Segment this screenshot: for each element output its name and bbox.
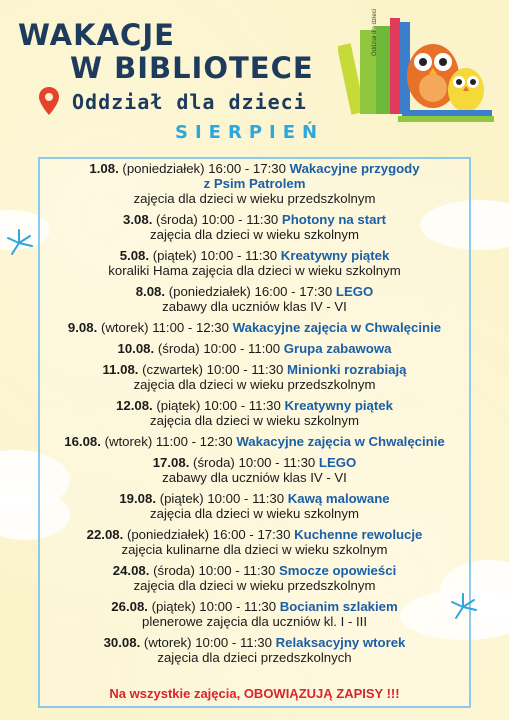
page-title-line1: WAKACJE [18, 18, 175, 52]
location-pin-icon [38, 86, 60, 116]
month-heading: SIERPIEŃ [175, 122, 325, 143]
page-title-line2: W BIBLIOTECE [70, 51, 314, 85]
event-item: 5.08. (piątek) 10:00 - 11:30 Kreatywny piątek koraliki Hama zajęcia dla dzieci w wieku szkolnym [108, 248, 401, 278]
registration-notice: Na wszystkie zajęcia, OBOWIĄZUJĄ ZAPISY !!! [109, 686, 400, 701]
event-item: 12.08. (piątek) 10:00 - 11:30 Kreatywny piątek zajęcia dla dzieci w wieku szkolnym [116, 398, 393, 428]
event-item: 22.08. (poniedziałek) 16:00 - 17:30 Kuchenne rewolucje zajęcia kulinarne dla dzieci w wieku szkolnym [86, 527, 423, 557]
subtitle: Oddział dla dzieci [72, 90, 307, 114]
event-item: 26.08. (piątek) 10:00 - 11:30 Bocianim szlakiem plenerowe zajęcia dla uczniów kl. I - III [111, 599, 398, 629]
books-owls-illustration [338, 16, 498, 124]
event-item: 1.08. (poniedziałek) 16:00 - 17:30 Wakacyjne przygody z Psim Patrolem zajęcia dla dzieci w wieku przedszkolnym [89, 161, 420, 206]
event-item: 10.08. (środa) 10:00 - 11:00 Grupa zabawowa [117, 341, 392, 356]
event-item: 8.08. (poniedziałek) 16:00 - 17:30 LEGO zabawy dla uczniów klas IV - VI [135, 284, 374, 314]
event-list [0, 161, 509, 671]
event-item: 11.08. (czwartek) 10:00 - 11:30 Minionki rozrabiają zajęcia dla dzieci w wieku przedszkolnym [102, 362, 407, 392]
event-item: 9.08. (wtorek) 11:00 - 12:30 Wakacyjne zajęcia w Chwalęcinie [67, 320, 442, 335]
event-item: 17.08. (środa) 10:00 - 11:30 LEGO zabawy dla uczniów klas IV - VI [152, 455, 357, 485]
event-item: 3.08. (środa) 10:00 - 11:30 Photony na start zajęcia dla dzieci w wieku szkolnym [123, 212, 386, 242]
book-spine-label: Oddział dla dzieci [372, 8, 378, 56]
event-item: 30.08. (wtorek) 10:00 - 11:30 Relaksacyjny wtorek zajęcia dla dzieci przedszkolnych [103, 635, 406, 665]
event-item: 19.08. (piątek) 10:00 - 11:30 Kawą malowane zajęcia dla dzieci w wieku szkolnym [119, 491, 390, 521]
event-item: 24.08. (środa) 10:00 - 11:30 Smocze opowieści zajęcia dla dzieci w wieku przedszkolnym [112, 563, 397, 593]
event-item: 16.08. (wtorek) 11:00 - 12:30 Wakacyjne zajęcia w Chwalęcinie [64, 434, 445, 449]
